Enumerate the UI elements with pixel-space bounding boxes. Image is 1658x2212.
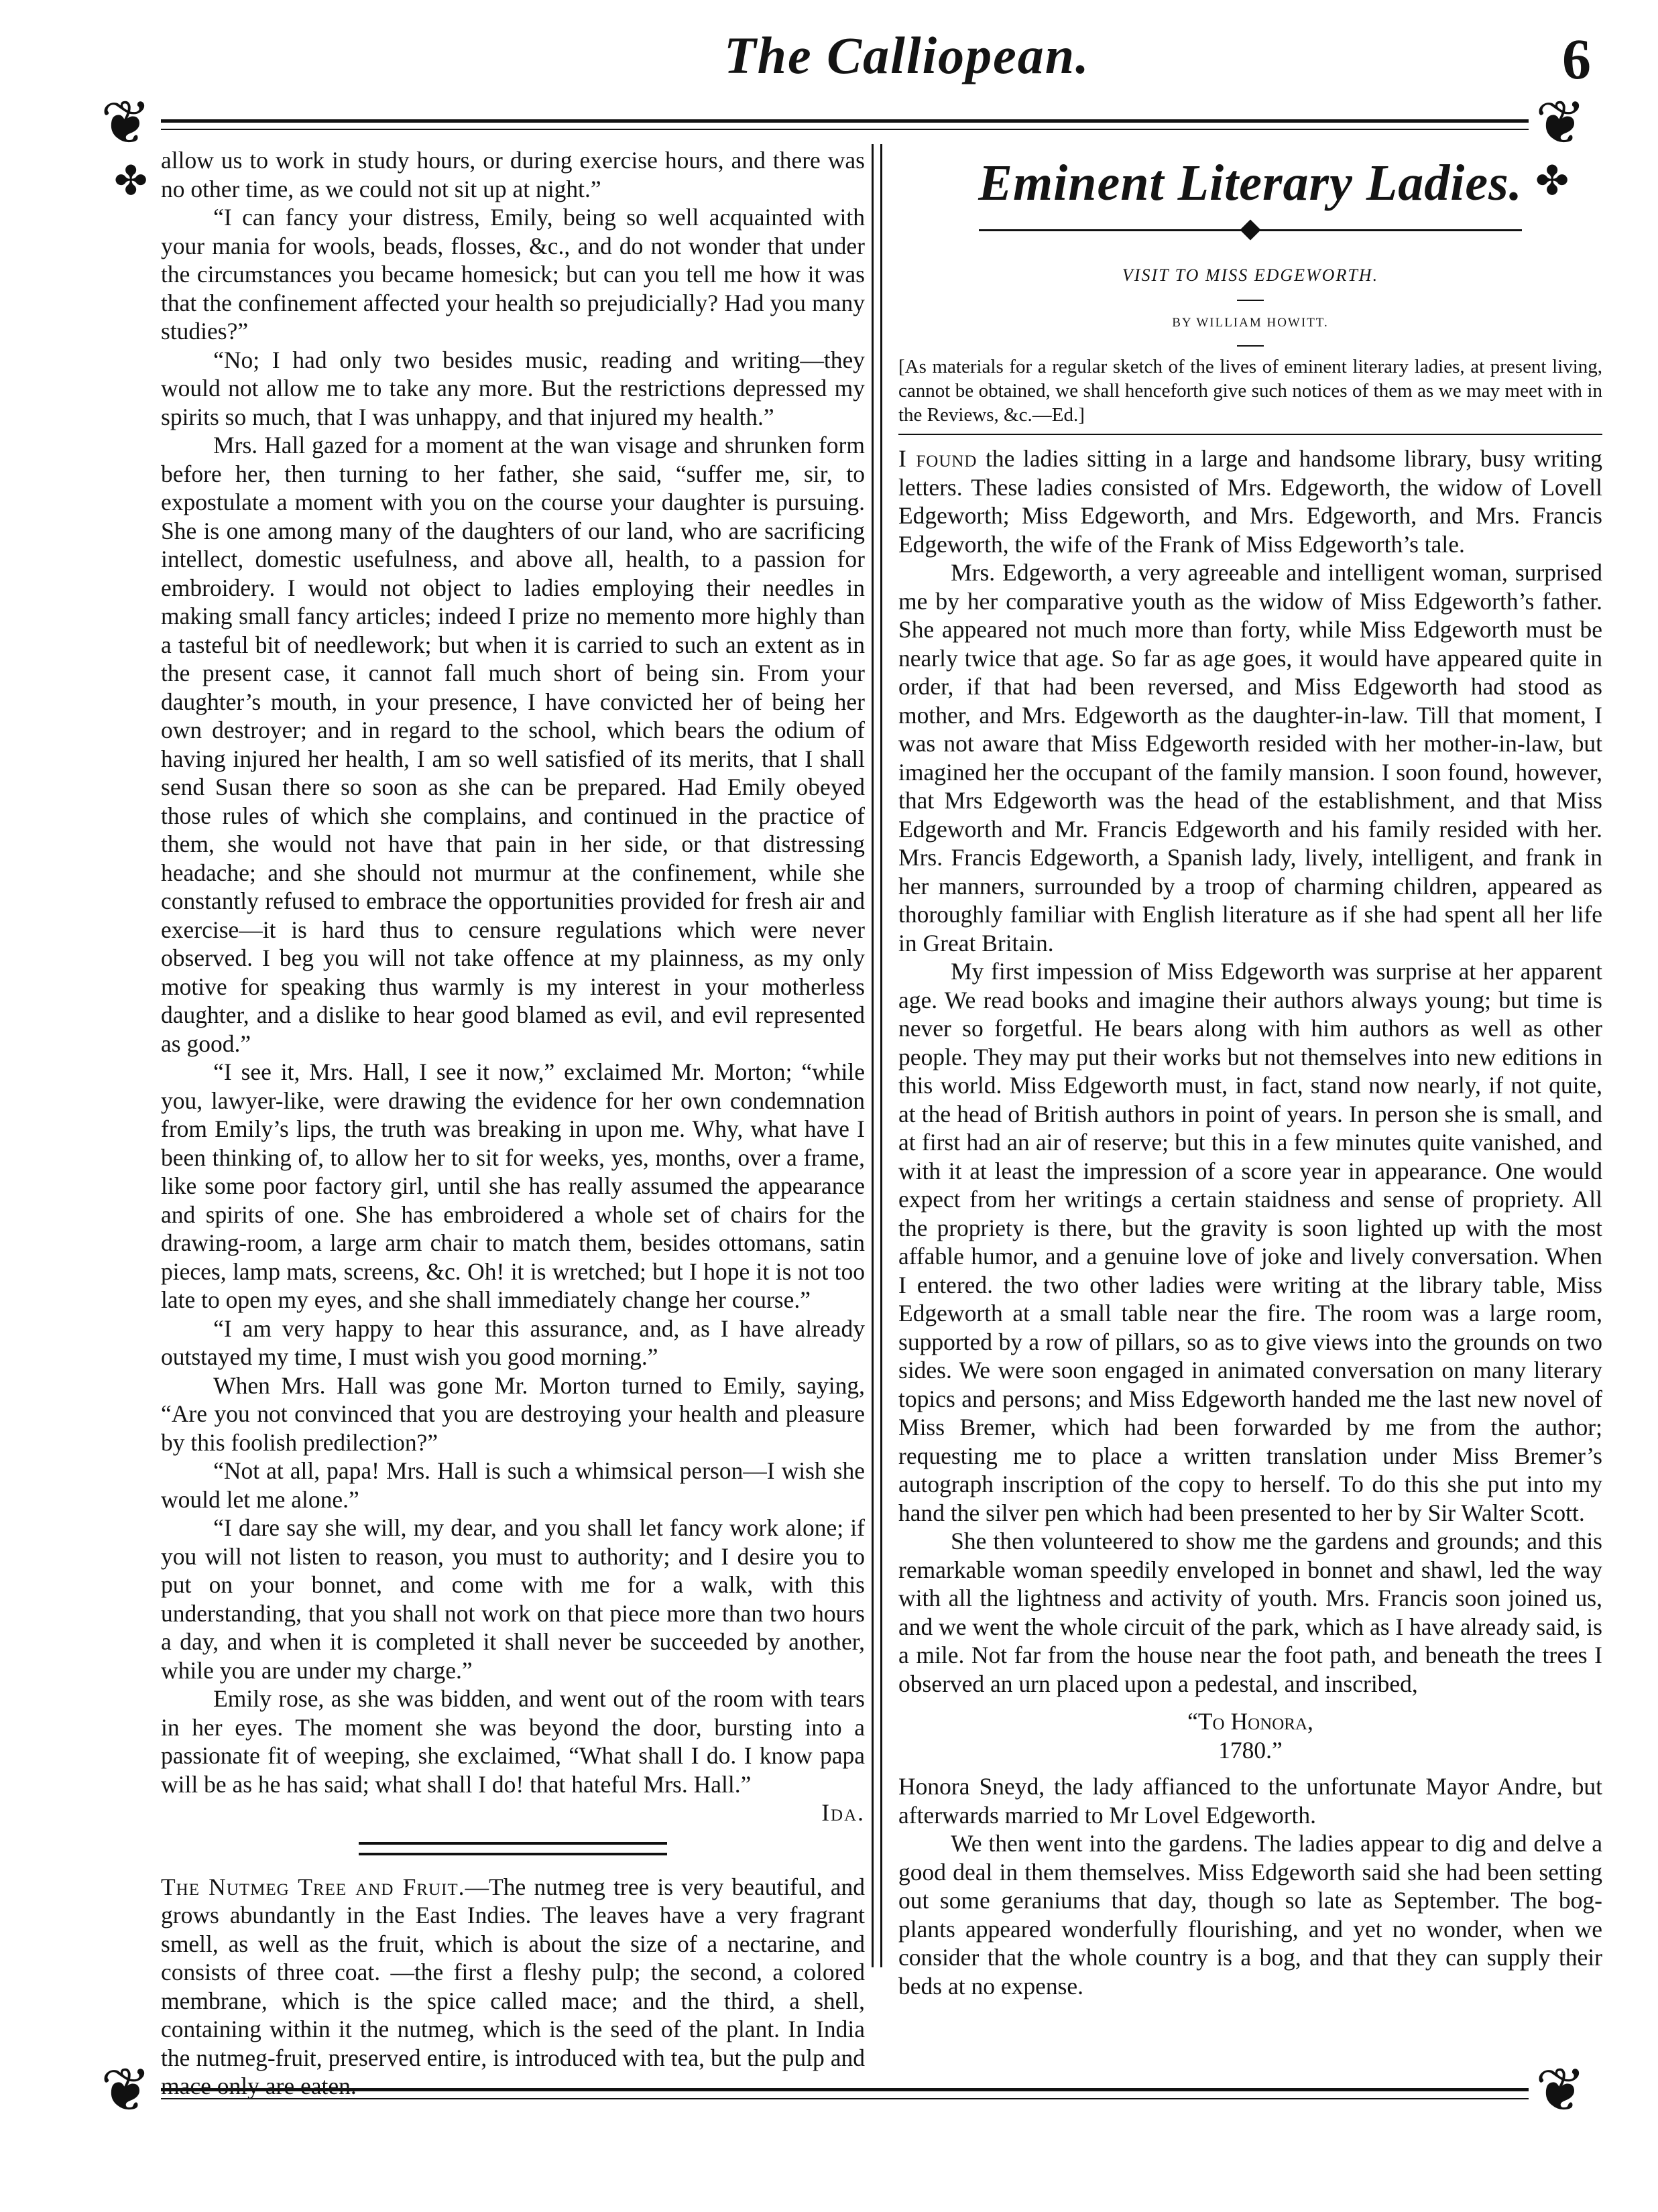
diamond-ornament-icon [1240, 219, 1260, 240]
story-paragraph: “Not at all, papa! Mrs. Hall is such a whimsical person—I wish she would let me alone.” [161, 1457, 865, 1513]
editor-note: [As materials for a regular sketch of the lives of eminent literary ladies, at present living, cannot be obtained, we shall henceforth give such notices of them as we may meet with in the Reviews, &c.—Ed.] [898, 356, 1602, 426]
article-paragraph-text: the ladies sitting in a large and handsome library, busy writing letters. These ladies consisted of Mrs. Edgeworth, the widow of Lovell Edgeworth; Miss Edgeworth, and Mrs. Edgeworth, and Mrs. Francis Edgeworth, the wife of the Frank of Miss Edgeworth’s tale. [898, 445, 1602, 558]
column-divider [872, 144, 882, 1967]
inscription-line: “To Honora, [1187, 1708, 1313, 1735]
editor-note-rule [898, 434, 1602, 435]
title-rule [1237, 300, 1264, 301]
article-paragraph: My first impession of Miss Edgeworth was surprise at her apparent age. We read books and imagine their authors always young; but time is never so forgetful. He bears along with him authors as well as other people. They may put their works but not themselves into new editions in this world. Miss Edgeworth must, in fact, stand now nearly, if not quite, at the head of British authors in point of years. In person she is small, and at first had an air of reserve; but this in a few minutes quite vanished, and with it at least the impression of a score year in appearance. One would expect from her writings a certain staidness and sense of propriety. All the propriety is there, but the gravity is soon lighted up with the most affable humor, and a genuine love of joke and lively conversation. When I entered. the two other ladies were writing at the library table, Miss Edgeworth at a small table near the fire. The room was a large room, supported by a row of pillars, so as to give views into the grounds on two sides. We were soon engaged in animated conversation on many literary topics and persons; and Miss Edgeworth handed me the last new novel of Miss Bremer, which had been forwarded by me from the author; requesting me to place a written translation under Miss Bremer’s autograph inscription of the copy to herself. To do this she put into my hand the silver pen which had been presented to her by Sir Walter Scott. [898, 958, 1602, 1526]
byline-rule [1237, 345, 1264, 347]
top-right-ornament-icon: ❦ [1535, 90, 1586, 157]
story-paragraph: “I am very happy to hear this assurance, and, as I have already outstayed my time, I must wish you good morning.” [161, 1314, 865, 1370]
bottom-border-rule [161, 2088, 1529, 2091]
story-paragraph: Emily rose, as she was bidden, and went out of the room with tears in her eyes. The moment she was beyond the door, bursting into a passionate fit of weeping, she exclaimed, “What shall I do. I know papa will be as he has said; what shall I do! that hateful Mrs. Hall.” [161, 1685, 865, 1798]
bottom-left-ornament-icon: ❦ [101, 2058, 152, 2124]
story-paragraph: “I can fancy your distress, Emily, being so well acquainted with your mania for wools, beads, flosses, &c., and do not wonder that under the circumstances you became homesick; but can you tell me how it was that the confinement affected your health so prejudicially? Had you many studies?” [161, 204, 865, 345]
article-paragraph: Mrs. Edgeworth, a very agreeable and intelligent woman, surprised me by her comparative youth as the widow of Miss Edgeworth’s father. She appeared not much more than forty, while Miss Edgeworth must be nearly twice that age. So far as age goes, it would have appeared quite in order, if that had been reversed, and Miss Edgeworth had stood as mother, and Mrs. Edgeworth as the daughter-in-law. Till that moment, I was not aware that Miss Edgeworth resided with her mother-in-law, but imagined her the occupant of the family mansion. I soon found, however, that Mrs Edgeworth was the head of the establishment, and that Miss Edgeworth and Mr. Francis Edgeworth and his family resided with her. Mrs. Francis Edgeworth, a Spanish lady, lively, intelligent, and frank in her manners, surrounded by a troop of charming children, appeared as thoroughly familiar with English literature as if she had spent all her life in Great Britain. [898, 559, 1602, 957]
story-paragraph: “No; I had only two besides music, reading and writing—they would not allow me to take any more. But the restrictions depressed my spirits so much, that I was unhappy, and that injured my health.” [161, 346, 865, 430]
top-border-rule [161, 119, 1529, 123]
heading-ornament-rule [979, 223, 1522, 237]
bottom-right-ornament-icon: ❦ [1535, 2058, 1586, 2124]
top-left-ornament-icon: ❦ [101, 90, 152, 157]
left-column [161, 146, 865, 2101]
top-border-rule-inner [161, 129, 1529, 130]
nutmeg-article-text: —The nutmeg tree is very beautiful, and grows abundantly in the East Indies. The leaves have a very fragrant smell, as well as the fruit, which is about the size of a nectarine, and consists of three coat. —the first a fleshy pulp; the second, a colored membrane, which is the spice called mace; and the third, a shell, containing within it the nutmeg, which is the seed of the plant. In India the nutmeg-fruit, preserved entire, is introduced with tea, but the pulp and mace only are eaten. [161, 1873, 865, 2099]
article-first-words: I found [898, 445, 978, 472]
author-signature: Ida. [821, 1799, 865, 1826]
nutmeg-article-title: The Nutmeg Tree and Fruit. [161, 1873, 465, 1900]
article-paragraph: We then went into the gardens. The ladies appear to dig and delve a good deal in them themselves. Miss Edgeworth said she had been setting out some geraniums that day, though so late as September. The bog-plants appeared wonderfully flourishing, and yet no wonder, when we consider that the whole country is a bog, and that they can supply their beds at no expense. [898, 1830, 1602, 2000]
story-paragraph: When Mrs. Hall was gone Mr. Morton turned to Emily, saying, “Are you not convinced that you are destroying your health and pleasure by this foolish predilection?” [161, 1371, 865, 1456]
article-paragraph: Honora Sneyd, the lady affianced to the unfortunate Mayor Andre, but afterwards married to Mr Lovel Edgeworth. [898, 1773, 1602, 1829]
nutmeg-article [161, 1873, 865, 2101]
article-separator [359, 1842, 667, 1855]
right-side-ornament-icon: ✤ [1535, 159, 1570, 203]
story-paragraph: “I dare say she will, my dear, and you shall let fancy work alone; if you will not listen to reason, you must to authority; and I desire you to put on your bonnet, and come with me for a walk, with this understanding, that you shall not work on that piece more than two hours a day, and when it is completed it shall never be succeeded by another, while you are under my charge.” [161, 1514, 865, 1684]
article-paragraph: She then volunteered to show me the gardens and grounds; and this remarkable woman speedily enveloped in bonnet and shawl, led the way with all the lightness and activity of youth. Mrs. Francis soon joined us, and we went the whole circuit of the park, which as I have already said, is a mile. Not far from the house near the foot path, and beneath the trees I observed an urn placed upon a pedestal, and inscribed, [898, 1528, 1602, 1697]
page-number: 6 [1562, 27, 1591, 91]
story-paragraph: allow us to work in study hours, or during exercise hours, and there was no other time, as we could not sit up at night.” [161, 147, 865, 202]
byline: BY WILLIAM HOWITT. [1172, 315, 1329, 330]
story-paragraph: Mrs. Hall gazed for a moment at the wan visage and shrunken form before her, then turning to her father, she said, “suffer me, sir, to expostulate a moment with you on the course your daughter is pursuing. She is one among many of the daughters of our land, who are sacrificing intellect, domestic usefulness, and above all, health, to a passion for embroidery. I would not object to ladies employing their needles in making small fancy articles; indeed I prize no memento more highly than a tasteful bit of needlework; but when it is carried to such an extent as in the present case, it cannot fall much short of being sin. From your daughter’s mouth, in your presence, I have convicted her of being her own destroyer; and in regard to the school, which bears the odium of having injured her health, I am so well satisfied of its merits, that I shall send Susan there so soon as she can be prepared. Had Emily obeyed those rules of which she complains, and continued in the practice of them, she would not have that pain in her side, or that distressing headache; and she should not murmur at the confinement, while she constantly refused to embrace the opportunities provided for fresh air and exercise—it is hard thus to censure regulations which were never observed. I beg you will not take offence at my plainness, as my only motive for speaking thus warmly is my interest in your motherless daughter, and a dislike to hear good blamed as evil, and evil represented as good.” [161, 432, 865, 1057]
inscription-year: 1780.” [1218, 1736, 1283, 1764]
article-paragraph [898, 444, 1602, 558]
right-column [898, 146, 1602, 2000]
urn-inscription [898, 1707, 1602, 1764]
publication-title: The Calliopean. [724, 26, 1090, 84]
left-side-ornament-icon: ✤ [114, 159, 148, 203]
story-paragraph: “I see it, Mrs. Hall, I see it now,” exclaimed Mr. Morton; “while you, lawyer-like, were drawing the evidence for her own condemnation from Emily’s lips, the truth was breaking in upon me. Why, what have I been thinking of, to allow her to sit for weeks, yes, months, over a frame, like some poor factory girl, until she has really assumed the appearance and spirits of one. She has embroidered a whole set of chairs for the drawing-room, a large arm chair to match them, besides ottomans, satin pieces, lamp mats, screens, &c. Oh! it is wretched; but I hope it is not too late to open my eyes, and she shall immediately change her course.” [161, 1058, 865, 1313]
bottom-border-rule-inner [161, 2098, 1529, 2099]
masthead [0, 25, 1658, 99]
article-title: VISIT TO MISS EDGEWORTH. [1122, 265, 1379, 285]
section-heading: Eminent Literary Ladies. [978, 155, 1523, 211]
